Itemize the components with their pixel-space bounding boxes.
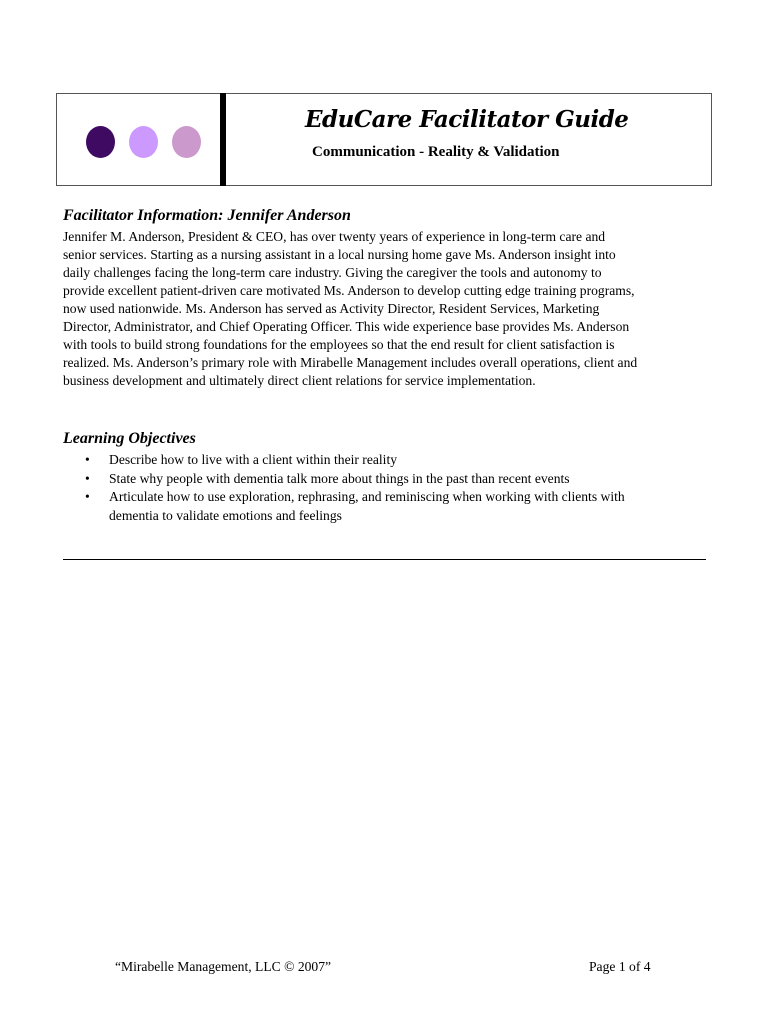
objective-text: Articulate how to use exploration, rephrasing, and reminiscing when working with clients with bbox=[109, 489, 625, 504]
list-item bbox=[63, 470, 625, 489]
facilitator-heading: Facilitator Information: Jennifer Anderson bbox=[63, 207, 351, 224]
bullet-icon: • bbox=[85, 489, 90, 504]
bio-line: senior services. Starting as a nursing assistant in a local nursing home gave Ms. Anderson insight into bbox=[63, 247, 616, 262]
bio-line: business development and ultimately direct client relations for service implementation. bbox=[63, 373, 536, 388]
document-subtitle: Communication - Reality & Validation bbox=[312, 144, 560, 160]
facilitator-bio bbox=[63, 228, 723, 390]
footer-copyright: “Mirabelle Management, LLC © 2007” bbox=[115, 959, 332, 974]
objective-text: Describe how to live with a client within their reality bbox=[109, 452, 398, 467]
learning-objectives-list bbox=[63, 451, 625, 525]
learning-objectives-heading: Learning Objectives bbox=[63, 430, 196, 447]
bio-line: realized. Ms. Anderson’s primary role with Mirabelle Management includes overall operations, client and bbox=[63, 355, 638, 370]
objective-text: State why people with dementia talk more about things in the past than recent events bbox=[109, 470, 570, 486]
document-title: EduCare Facilitator Guide bbox=[305, 106, 629, 133]
bio-line: Jennifer M. Anderson, President & CEO, has over twenty years of experience in long-term care and bbox=[63, 229, 606, 244]
list-item-continuation bbox=[63, 507, 625, 526]
bullet-icon: • bbox=[85, 470, 90, 486]
bio-line: daily challenges facing the long-term care industry. Giving the caregiver the tools and autonomy to bbox=[63, 265, 602, 280]
bullet-icon: • bbox=[85, 452, 90, 467]
horizontal-rule bbox=[63, 559, 706, 560]
bio-line: provide excellent patient-driven care motivated Ms. Anderson to develop cutting edge training programs, bbox=[63, 283, 635, 298]
list-item bbox=[63, 451, 625, 470]
header-divider-bar bbox=[220, 93, 226, 186]
bio-line: now used nationwide. Ms. Anderson has served as Activity Director, Resident Services, Marketing bbox=[63, 301, 600, 316]
bio-line: Director, Administrator, and Chief Operating Officer. This wide experience base provides Ms. Anderson bbox=[63, 319, 630, 334]
purple-dot-mauve bbox=[172, 126, 201, 158]
footer-page-number: Page 1 of 4 bbox=[589, 959, 651, 974]
objective-text: dementia to validate emotions and feelings bbox=[109, 507, 342, 523]
purple-dot-dark bbox=[86, 126, 115, 158]
list-item bbox=[63, 488, 625, 507]
purple-dot-light bbox=[129, 126, 158, 158]
bio-line: with tools to build strong foundations for the employees so that the end result for client satisfaction is bbox=[63, 337, 615, 352]
header-box bbox=[56, 93, 712, 186]
